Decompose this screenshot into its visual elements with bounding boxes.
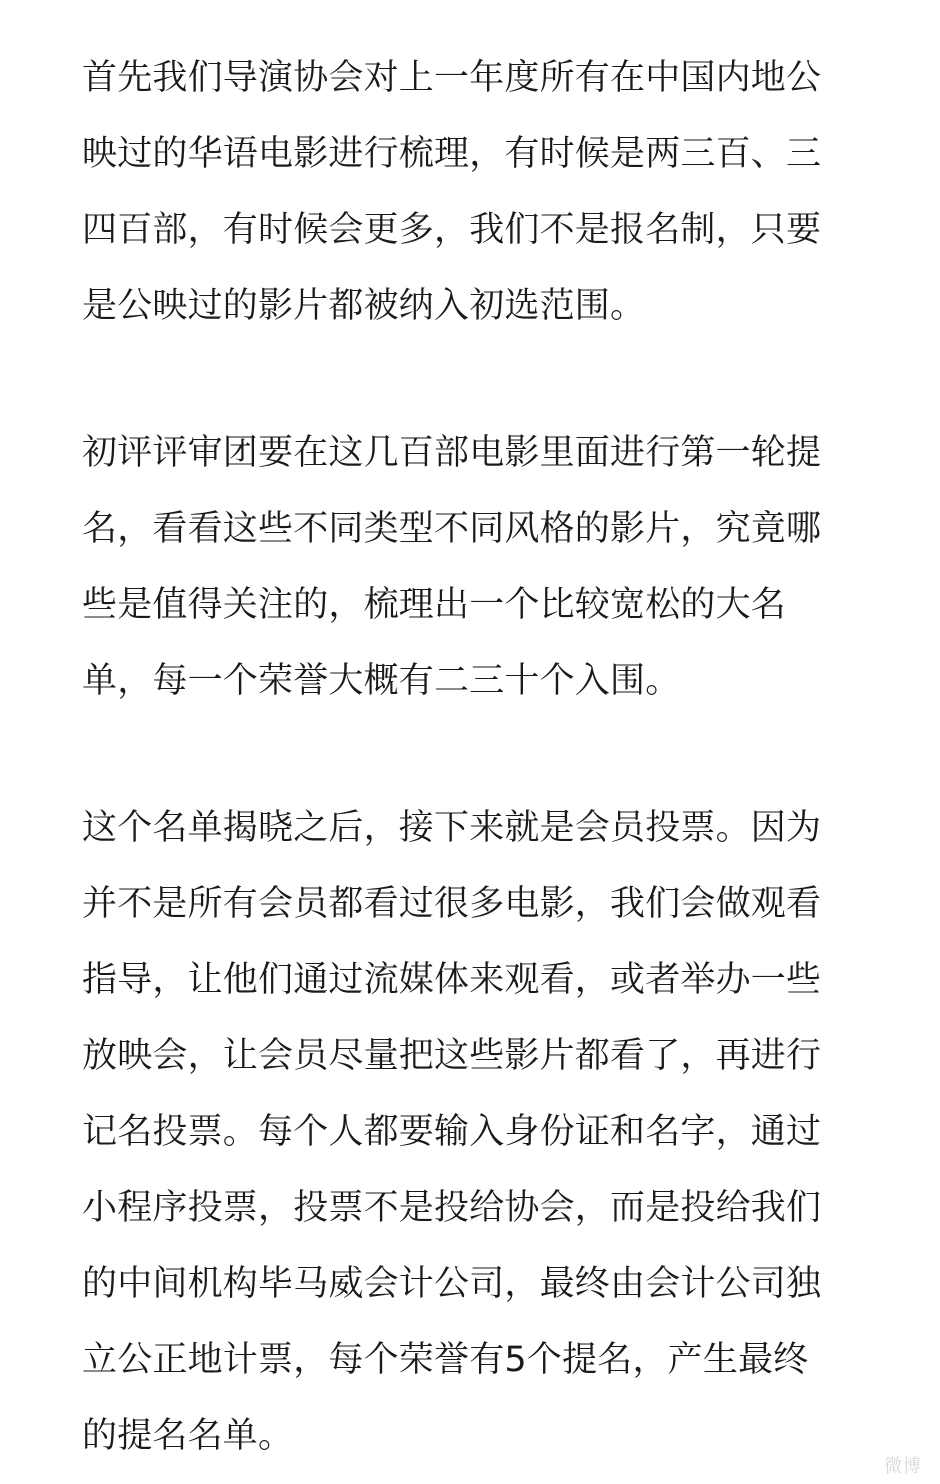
watermark: 微博 bbox=[884, 1456, 922, 1477]
text-line: 些是值得关注的，梳理出一个比较宽松的大名 bbox=[82, 585, 787, 625]
paragraph-2 bbox=[82, 415, 872, 719]
text-line: 记名投票。每个人都要输入身份证和名字，通过 bbox=[82, 1112, 822, 1152]
text-line: 名，看看这些不同类型不同风格的影片，究竟哪 bbox=[82, 509, 822, 549]
text-line: 初评评审团要在这几百部电影里面进行第一轮提 bbox=[82, 433, 822, 473]
text-line: 首先我们导演协会对上一年度所有在中国内地公 bbox=[82, 58, 822, 98]
text-line: 立公正地计票，每个荣誉有5个提名，产生最终 bbox=[82, 1340, 809, 1380]
text-line: 是公映过的影片都被纳入初选范围。 bbox=[82, 286, 646, 326]
text-line: 指导，让他们通过流媒体来观看，或者举办一些 bbox=[82, 960, 822, 1000]
text-line: 四百部，有时候会更多，我们不是报名制，只要 bbox=[82, 210, 822, 250]
paragraph-3 bbox=[82, 790, 872, 1474]
text-line: 的提名名单。 bbox=[82, 1416, 294, 1456]
text-line: 并不是所有会员都看过很多电影，我们会做观看 bbox=[82, 884, 822, 924]
text-line: 这个名单揭晓之后，接下来就是会员投票。因为 bbox=[82, 808, 822, 848]
text-line: 单，每一个荣誉大概有二三十个入围。 bbox=[82, 661, 681, 701]
text-line: 的中间机构毕马威会计公司，最终由会计公司独 bbox=[82, 1264, 822, 1304]
text-line: 映过的华语电影进行梳理，有时候是两三百、三 bbox=[82, 134, 822, 174]
paragraph-1 bbox=[82, 40, 872, 344]
text-line: 小程序投票，投票不是投给协会，而是投给我们 bbox=[82, 1188, 822, 1228]
text-line: 放映会，让会员尽量把这些影片都看了，再进行 bbox=[82, 1036, 822, 1076]
